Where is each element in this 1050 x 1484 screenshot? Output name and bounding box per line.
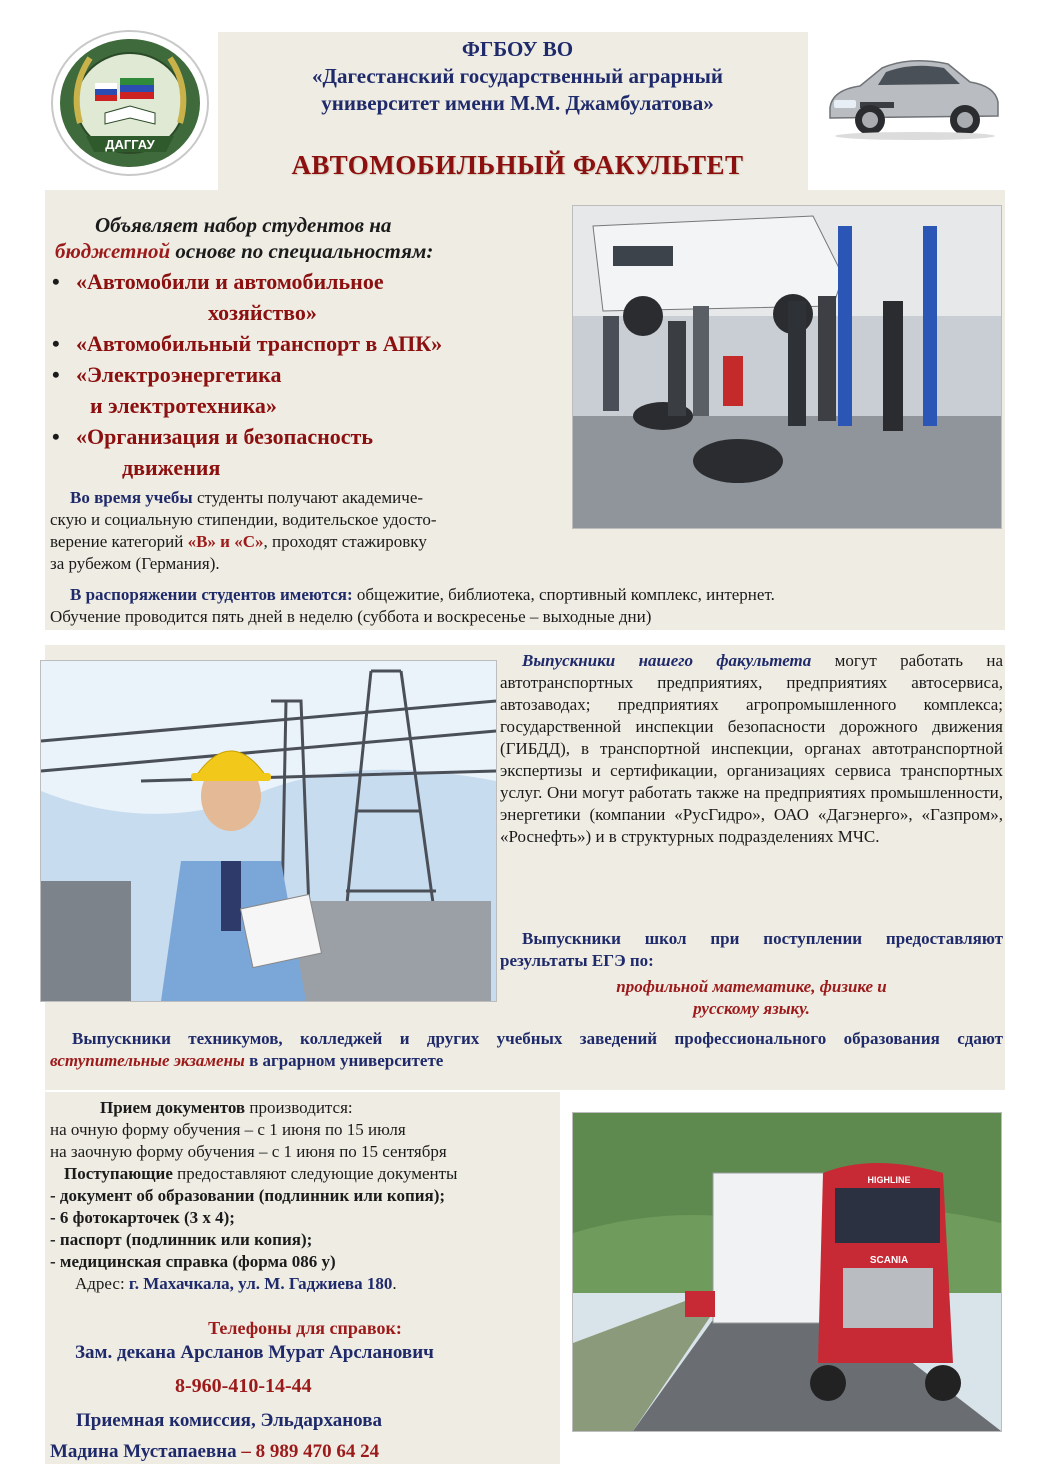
car-image [820, 38, 1005, 143]
address: г. Махачкала, ул. М. Гаджиева 180 [128, 1274, 393, 1293]
schools-paragraph: Выпускники школ при поступлении предоставляют результаты ЕГЭ по: [500, 929, 1003, 970]
deputy-dean: Зам. декана Арсланов Мурат Арсланович [75, 1342, 434, 1363]
ege-subjects: профильной математике, физике и русскому языку. [616, 977, 887, 1018]
doc-item: - документ об образовании (подлинник или копия); [50, 1186, 446, 1205]
graduates-paragraph: Выпускники нашего факультета могут работать на автотранспортных предприятиях, предприятиях автосервиса, автозаводах; предприятиях агропромышленного комплекса; государственной инспекции безопасности дорожного движения (ГИБДД), в транспортной инспекции, органах автотранспортной экспертизы и сертификации, организациях сервиса транспортных услуг. Они могут работать также на предприятиях промышленности, энергетики (компании «РусГидро», ОАО «Дагэнерго», «Газпром», «Роснефть») и в структурных подразделениях МЧС. [500, 651, 1004, 846]
doc-item: - 6 фотокарточек (3 х 4); [50, 1208, 235, 1227]
university-logo [50, 28, 210, 178]
truck-cab-label: HIGHLINE [867, 1175, 911, 1185]
specialty-item: • «Автомобильный транспорт в АПК» [52, 328, 552, 359]
doc-item: - медицинская справка (форма 086 у) [50, 1252, 336, 1271]
admission-section: Прием документов производится: на очную форму обучения – с 1 июня по 15 июля на заочную форму обучения – с 1 июня по 15 сентября Поступающие предоставляют следующие документы - документ об образовании (подлинник или копия); - 6 фотокарточек (3 х 4); - паспорт (подлинник или копия); - медицинская справка (форма 086 у) Адрес: г. Махачкала, ул. М. Гаджиева 180. [50, 1097, 560, 1295]
study-paragraph: Во время учебы студенты получают академиче- скую и социальную стипендии, водительское удосто- верение категорий «В» и «С», проходят стажировку за рубежом (Германия). [50, 488, 437, 573]
engineer-photo [40, 660, 497, 1002]
university-name: ФГБОУ ВО «Дагестанский государственный аграрный университет имени М.М. Джамбулатова» [312, 37, 723, 115]
truck-brand-label: SCANIA [869, 1255, 909, 1266]
announcement: Объявляет набор студентов на бюджетной основе по специальностям: [55, 213, 434, 263]
committee-contact: Приемная комиссия, Эльдарханова Мадина Мустапаевна – 8 989 470 64 24 [50, 1410, 382, 1462]
garage-photo [572, 205, 1002, 529]
doc-item: - паспорт (подлинник или копия); [50, 1230, 313, 1249]
colleges-paragraph: Выпускники техникумов, колледжей и других учебных заведений профессионального образования сдают вступительные экзамены в аграрном университете [50, 1029, 1003, 1070]
logo-text: ДАГГАУ [105, 137, 155, 152]
contacts-title: Телефоны для справок: [208, 1318, 402, 1338]
specialty-item: • «Электроэнергетика и электротехника» [52, 359, 552, 421]
faculty-title: АВТОМОБИЛЬНЫЙ ФАКУЛЬТЕТ [291, 150, 744, 180]
committee-phone: – 8 989 470 64 24 [236, 1441, 380, 1462]
specialty-item: • «Организация и безопасность движения [52, 421, 552, 483]
facilities-paragraph: В распоряжении студентов имеются: общежитие, библиотека, спортивный комплекс, интернет. Обучение проводится пять дней в неделю (суббота и воскресенье – выходные дни) [50, 585, 775, 626]
specialties-list [52, 266, 552, 483]
truck-photo [572, 1112, 1002, 1432]
deputy-phone: 8-960-410-14-44 [175, 1375, 312, 1397]
specialty-item: • «Автомобили и автомобильное хозяйство» [52, 266, 552, 328]
